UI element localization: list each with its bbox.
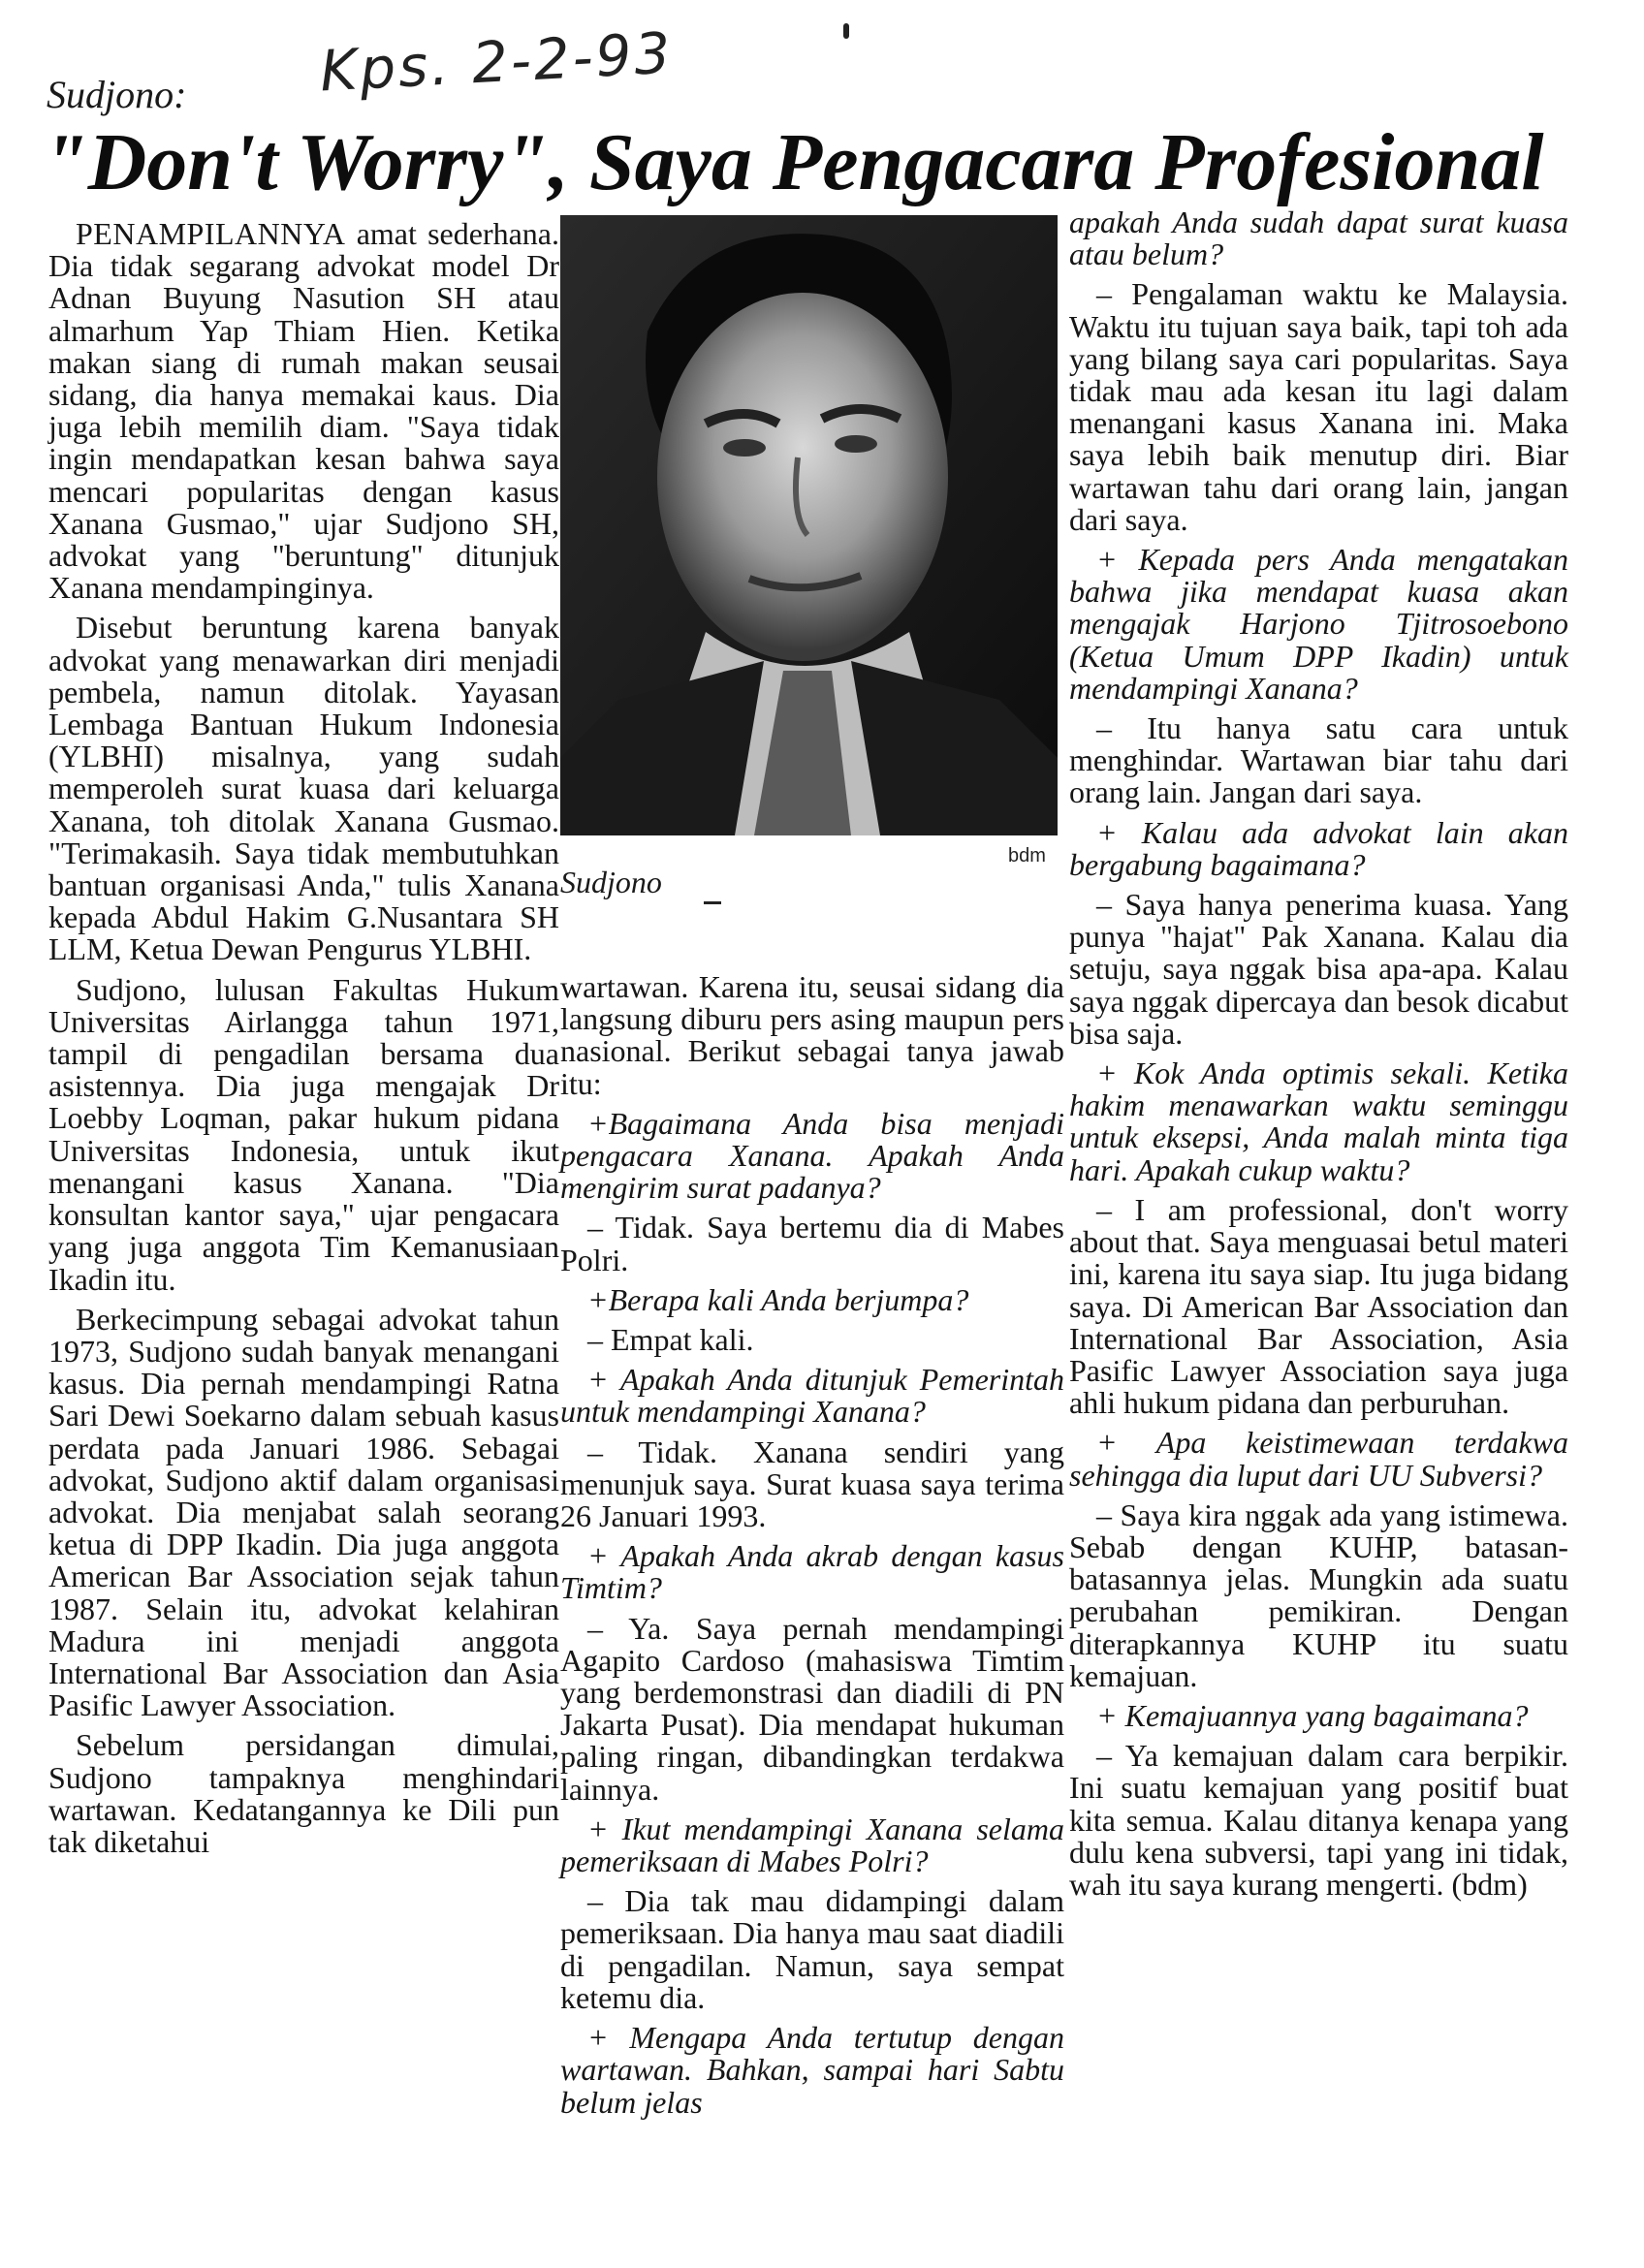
paragraph-text: – Itu hanya satu cara untuk menghindar. Wartawan biar tahu dari orang lain. Jangan dari saya. [1069,710,1568,810]
portrait-illustration [560,215,1058,835]
article-paragraph [48,971,559,1297]
interview-question [560,1105,1064,1206]
paragraph-text: + Apakah Anda ditunjuk Pemerintah untuk mendampingi Xanana? [560,1362,1064,1430]
article-paragraph [1069,278,1568,536]
photo-caption: Sudjono [560,865,662,899]
paragraph-text: wartawan. Karena itu, seusai sidang dia langsung diburu pers asing maupun pers nasional. Berikut sebagai tanya jawab itu: [560,969,1064,1101]
article-paragraph [48,218,559,604]
paragraph-text: + Kok Anda optimis sekali. Ketika hakim menawarkan waktu seminggu untuk eksepsi, Anda malah minta tiga hari. Apakah cukup waktu? [1069,1055,1568,1187]
lead-word: PENAMPILANNYA [76,216,346,251]
paragraph-text: – Ya kemajuan dalam cara berpikir. Ini suatu kemajuan yang positif buat kita semua. Kalau ditanya kenapa yang dulu kena subversi, tapi yang ini tidak, wah itu saya kurang mengerti. (bdm) [1069,1738,1568,1902]
interview-question [560,1364,1064,1428]
paragraph-text: – Pengalaman waktu ke Malaysia. Waktu itu tujuan saya baik, tapi toh ada yang bilang saya cari popularitas. Saya tidak mau ada kesan itu lagi dalam menangani kasus Xanana ini. Maka saya lebih baik menutup diri. Biar wartawan tahu dari orang lain, jangan dari saya. [1069,276,1568,537]
portrait-photo [560,215,1058,835]
paragraph-text: – Saya hanya penerima kuasa. Yang punya "hajat" Pak Xanana. Kalau dia setuju, saya nggak bisa apa-apa. Kalau saya nggak dipercaya dan besok dicabut bisa saja. [1069,887,1568,1051]
paragraph-text: – Dia tak mau didampingi dalam pemeriksaan. Dia hanya mau saat diadili di pengadilan. Namun, saya sempat ketemu dia. [560,1883,1064,2015]
paragraph-text: – Tidak. Saya bertemu dia di Mabes Polri. [560,1210,1064,1277]
photo-credit: bdm [1008,845,1046,866]
interview-question [1069,1057,1568,1186]
interview-question [1069,206,1568,270]
article-column-2 [560,971,1064,2119]
paragraph-text: amat sederhana. Dia tidak segarang advokat model Dr Adnan Buyung Nasution SH atau almarhum Yap Thiam Hien. Ketika makan siang di rumah makan seusai sidang, dia hanya memakai kaus. Dia juga lebih memilih diam. "Saya tidak ingin mendapatkan kesan bahwa saya mencari popularitas dengan kasus Xanana Gusmao," ujar Sudjono SH, advokat yang "beruntung" ditunjuk Xanana mendampinginya. [48,216,559,606]
interview-question [560,1813,1064,1877]
interview-question [560,1281,1064,1317]
article-paragraph [1069,712,1568,809]
article-paragraph [560,971,1064,1100]
headline: "Don't Worry", Saya Pengacara Profesional [43,117,1544,207]
interview-question [1069,1427,1568,1491]
article-paragraph [1069,1496,1568,1693]
interview-question [1069,814,1568,882]
paragraph-text: + Mengapa Anda tertutup dengan wartawan. Bahkan, sampai hari Sabtu belum jelas [560,2020,1064,2120]
interview-question [560,2022,1064,2119]
paragraph-text: – Tidak. Xanana sendiri yang menunjuk saya. Surat kuasa saya terima 26 Januari 1993. [560,1433,1064,1534]
interview-question [1069,1697,1568,1733]
paragraph-text: +Berapa kali Anda berjumpa? [587,1281,969,1317]
paragraph-text: +Bagaimana Anda bisa menjadi pengacara Xanana. Apakah Anda mengirim surat padanya? [560,1105,1064,1206]
paragraph-text: + Apa keistimewaan terdakwa sehingga dia luput dari UU Subversi? [1069,1425,1568,1493]
kicker: Sudjono: [47,73,187,116]
paragraph-text: Disebut beruntung karena banyak advokat yang menawarkan diri menjadi pembela, namun ditolak. Yayasan Lembaga Bantuan Hukum Indonesia (YLBHI) misalnya, yang sudah memperoleh surat kuasa dari keluarga Xanana, toh ditolak Xanana Gusmao. "Terimakasih. Saya tidak membutuhkan bantuan organisasi Anda," tulis Xanana kepada Abdul Hakim G.Nusantara SH LLM, Ketua Dewan Pengurus YLBHI. [48,610,559,967]
paragraph-text: Berkecimpung sebagai advokat tahun 1973, Sudjono sudah banyak menangani kasus. Dia pernah mendampingi Ratna Sari Dewi Soekarno dalam sebuah kasus perdata pada Januari 1986. Sebagai advokat, Sudjono aktif dalam organisasi advokat. Dia menjabat salah seorang ketua di DPP Ikadin. Dia juga anggota American Bar Association sejak tahun 1987. Selain itu, advokat kelahiran Madura ini menjadi anggota International Bar Association dan Asia Pasific Lawyer Association. [48,1301,559,1723]
article-paragraph [560,1324,1064,1356]
paragraph-text: + Kalau ada advokat lain akan bergabung bagaimana? [1069,814,1568,882]
article-paragraph [48,612,559,965]
paragraph-text: – Empat kali. [587,1322,754,1358]
paragraph-text: + Kepada pers Anda mengatakan bahwa jika mendapat kuasa akan mengajak Harjono Tjitrosoebono (Ketua Umum DPP Ikadin) untuk mendampingi Xanana? [1069,542,1568,706]
article-paragraph [560,1212,1064,1276]
paragraph-text: + Ikut mendampingi Xanana selama pemeriksaan di Mabes Polri? [560,1811,1064,1879]
speck-mark [843,23,849,39]
paragraph-text: – I am professional, don't worry about that. Saya menguasai betul materi ini, karena itu saya siap. Itu juga bidang saya. Di American Bar Association dan International Bar Association, Asia Pasific Lawyer Association saya juga ahli hukum pidana dan perburuhan. [1069,1191,1568,1421]
article-paragraph [560,1885,1064,2014]
caption-dash [704,901,721,904]
paragraph-text: + Kemajuannya yang bagaimana? [1096,1697,1529,1733]
article-paragraph [1069,889,1568,1050]
interview-question [1069,544,1568,705]
article-column-1 [48,218,559,1858]
article-paragraph [1069,1740,1568,1901]
article-column-3 [1069,206,1568,1901]
paragraph-text: – Ya. Saya pernah mendampingi Agapito Cardoso (mahasiswa Timtim yang berdemonstrasi dan diadili di PN Jakarta Pusat). Dia mendapat hukuman paling ringan, dibandingkan terdakwa lainnya. [560,1610,1064,1807]
article-paragraph [560,1433,1064,1534]
paragraph-text: apakah Anda sudah dapat surat kuasa atau belum? [1069,205,1568,272]
paragraph-text: Sudjono, lulusan Fakultas Hukum Universitas Airlangga tahun 1971, tampil di pengadilan bersama dua asistennya. Dia juga mengajak Dr Loebby Loqman, pakar hukum pidana Universitas Indonesia, untuk ikut menangani kasus Xanana. "Dia konsultan kantor saya," ujar pengacara yang juga anggota Tim Kemanusiaan Ikadin itu. [48,971,559,1297]
article-paragraph [560,1610,1064,1807]
paragraph-text: + Apakah Anda akrab dengan kasus Timtim? [560,1538,1064,1606]
paragraph-text: – Saya kira nggak ada yang istimewa. Sebab dengan KUHP, batasan-batasannya jelas. Mungkin ada suatu perubahan pemikiran. Dengan diterapkannya KUHP itu suatu kemajuan. [1069,1496,1568,1693]
paragraph-text: Sebelum persidangan dimulai, Sudjono tampaknya menghindari wartawan. Kedatangannya ke Dili pun tak diketahui [48,1727,559,1859]
handwritten-date-note: Kps. 2-2-93 [318,19,675,105]
article-paragraph [1069,1191,1568,1421]
article-paragraph [48,1729,559,1858]
article-paragraph [48,1301,559,1723]
interview-question [560,1540,1064,1604]
